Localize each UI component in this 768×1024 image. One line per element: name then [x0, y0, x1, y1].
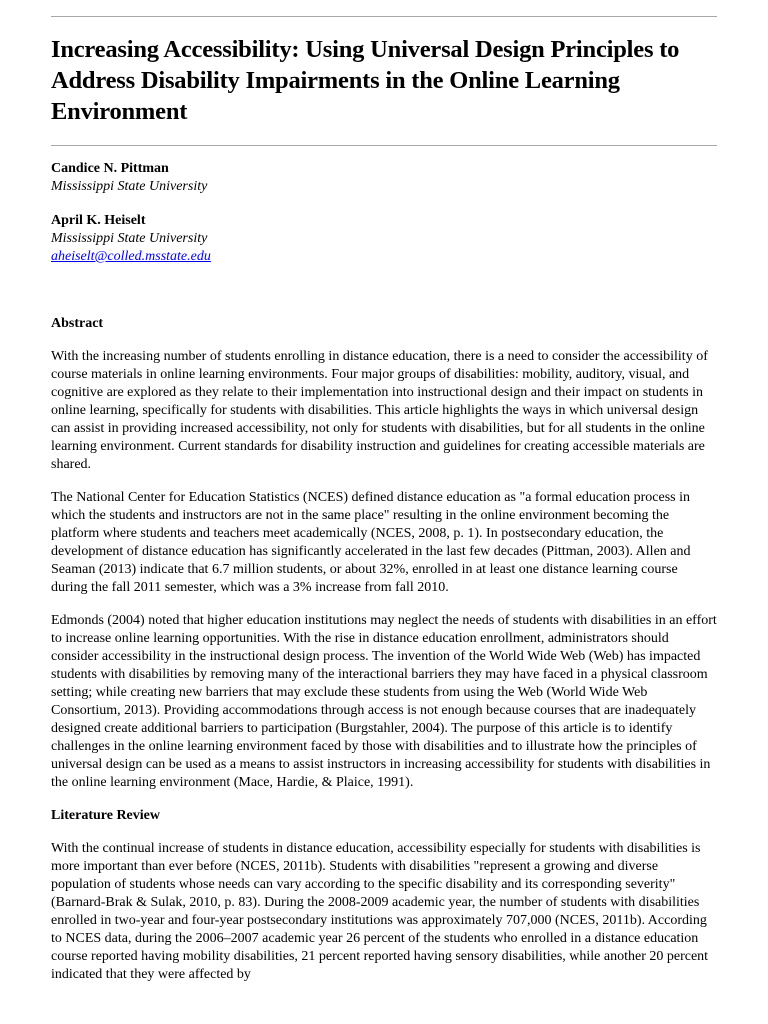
author-affiliation: Mississippi State University [51, 179, 208, 194]
article-title: Increasing Accessibility: Using Universal Design Principles to Address Disability Impairments in the Online Learning Environment [51, 36, 680, 125]
author-name: April K. Heiselt [51, 213, 146, 228]
top-divider [51, 16, 717, 17]
article-body [51, 315, 717, 999]
literature-review-heading: Literature Review [51, 808, 160, 823]
author-name: Candice N. Pittman [51, 161, 169, 176]
author-block [51, 212, 717, 266]
abstract-paragraph: With the increasing number of students enrolling in distance education, there is a need to consider the accessibility of course materials in online learning environments. Four major groups of disabilities: mobility, auditory, visual, and cognitive are explored as they relate to their implementation into instructional design and their impact on students in online learning, specifically for students with disabilities. This article highlights the ways in which universal design can assist in providing increased accessibility, not only for students with disabilities, but for all students in the online learning environment. Current standards for disability instruction and guidelines for creating accessible materials are shared. [51, 349, 708, 472]
author-email-link[interactable]: aheiselt@colled.msstate.edu [51, 249, 211, 264]
author-block [51, 160, 717, 196]
author-affiliation: Mississippi State University [51, 231, 208, 246]
title-divider [51, 145, 717, 146]
body-paragraph: The National Center for Education Statistics (NCES) defined distance education as "a formal education process in which the students and instructors are not in the same place" resulting in the online environment becoming the platform where students and teachers meet academically (NCES, 2008, p. 1). In postsecondary education, the development of distance education has significantly accelerated in the last few decades (Pittman, 2003). Allen and Seaman (2013) indicate that 6.7 million students, or about 32%, enrolled in at least one distance learning course during the fall 2011 semester, which was a 3% increase from fall 2010. [51, 490, 691, 595]
body-paragraph: With the continual increase of students in distance education, accessibility especially for students with disabilities is more important than ever before (NCES, 2011b). Students with disabilities "represent a growing and diverse population of students whose needs can vary according to the specific disability and its corresponding severity" (Barnard-Brak & Sulak, 2010, p. 83). During the 2008-2009 academic year, the number of students with disabilities enrolled in two-year and four-year postsecondary institutions was approximately 707,000 (NCES, 2011b). According to NCES data, during the 2006–2007 academic year 26 percent of the students who enrolled in a distance education course reported having mobility disabilities, 21 percent reported having sensory disabilities, while another 20 percent indicated that they were affected by [51, 841, 709, 982]
author-list [51, 160, 717, 266]
body-paragraph: Edmonds (2004) noted that higher education institutions may neglect the needs of students with disabilities in an effort to increase online learning opportunities. With the rise in distance education enrollment, administrators should consider accessibility in the instructional design process. The invention of the World Wide Web (Web) has impacted students with disabilities by removing many of the interactional barriers they may have faced in a physical classroom setting; while creating new barriers that may exclude these students from using the Web (World Wide Web Consortium, 2013). Providing accommodations through access is not enough because courses that are inadequately designed create additional barriers to participation (Burgstahler, 2004). The purpose of this article is to identify challenges in the online learning environment faced by those with disabilities and to illustrate how the principles of universal design can be used as a means to assist instructors in increasing accessibility for students with disabilities in the online learning environment (Mace, Hardie, & Plaice, 1991). [51, 613, 717, 790]
abstract-heading: Abstract [51, 316, 104, 331]
